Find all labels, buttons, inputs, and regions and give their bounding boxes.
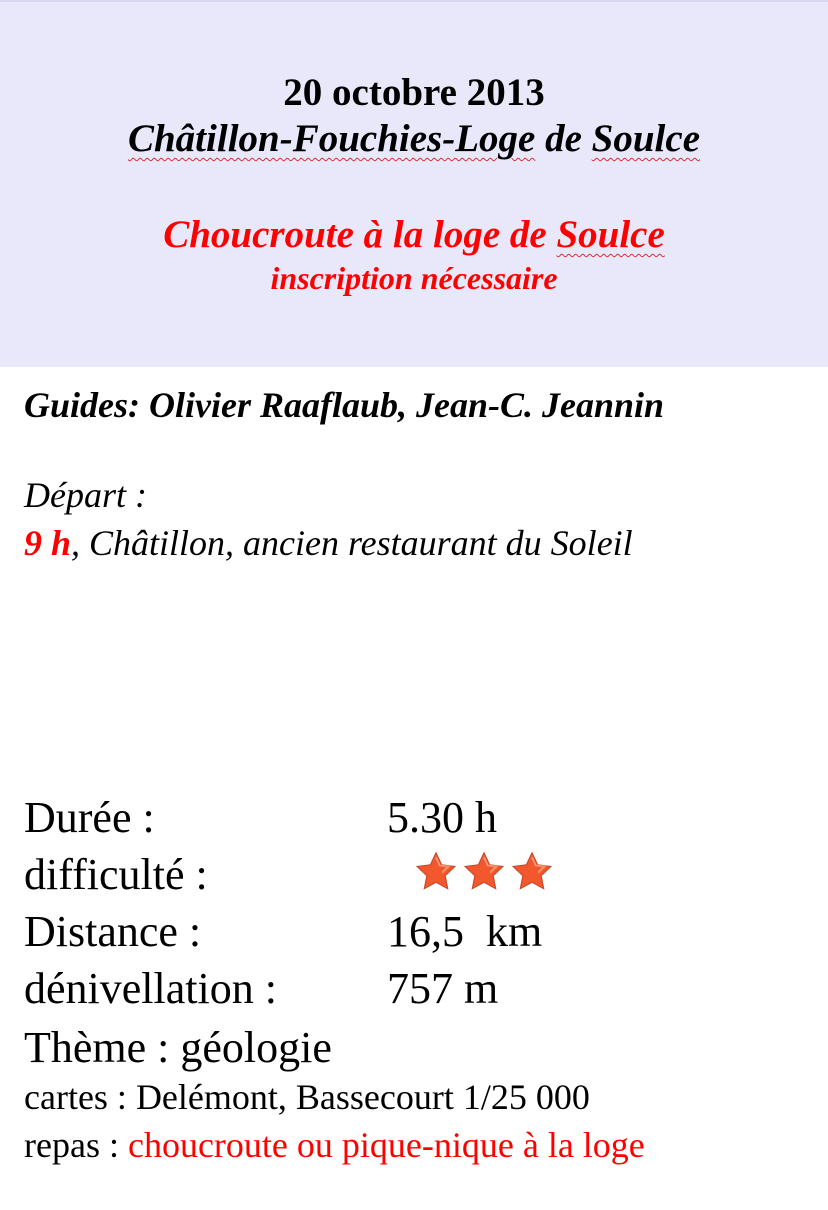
route-part-3: Soulce xyxy=(591,117,701,160)
event-part-1: Choucroute à la loge de xyxy=(163,213,557,256)
duree-value: 5.30 h xyxy=(387,793,497,842)
depart-place: , Châtillon, ancien restaurant du Soleil xyxy=(71,523,633,563)
depart-label: Départ : xyxy=(24,475,147,515)
repas-line xyxy=(24,1124,645,1166)
route-part-1: Châtillon-Fouchies-Loge xyxy=(127,117,536,160)
star-icon xyxy=(510,850,554,894)
repas-label: repas : xyxy=(24,1125,128,1165)
header-banner xyxy=(0,0,828,367)
denivellation-label: dénivellation : xyxy=(24,964,277,1013)
depart-details xyxy=(24,522,633,564)
difficulte-label: difficulté : xyxy=(24,850,208,899)
event-title xyxy=(0,212,828,257)
depart-time: 9 h xyxy=(24,523,72,563)
event-part-2: Soulce xyxy=(556,213,665,256)
guides-line: Guides: Olivier Raaflaub, Jean-C. Jeannin xyxy=(24,385,665,425)
star-icon xyxy=(414,850,458,894)
theme-line: Thème : géologie xyxy=(24,1023,332,1072)
repas-value: choucroute ou pique-nique à la loge xyxy=(127,1125,645,1165)
event-date: 20 octobre 2013 xyxy=(283,71,545,114)
difficulty-stars xyxy=(414,850,554,898)
distance-value: 16,5 km xyxy=(387,907,543,956)
route-title xyxy=(0,116,828,161)
route-part-2: de xyxy=(535,117,592,160)
distance-label: Distance : xyxy=(24,907,202,956)
denivellation-value: 757 m xyxy=(387,964,499,1013)
star-icon xyxy=(462,850,506,894)
inscription-note: inscription nécessaire xyxy=(270,260,558,296)
duree-label: Durée : xyxy=(24,793,155,842)
cartes-line: cartes : Delémont, Bassecourt 1/25 000 xyxy=(24,1077,590,1117)
